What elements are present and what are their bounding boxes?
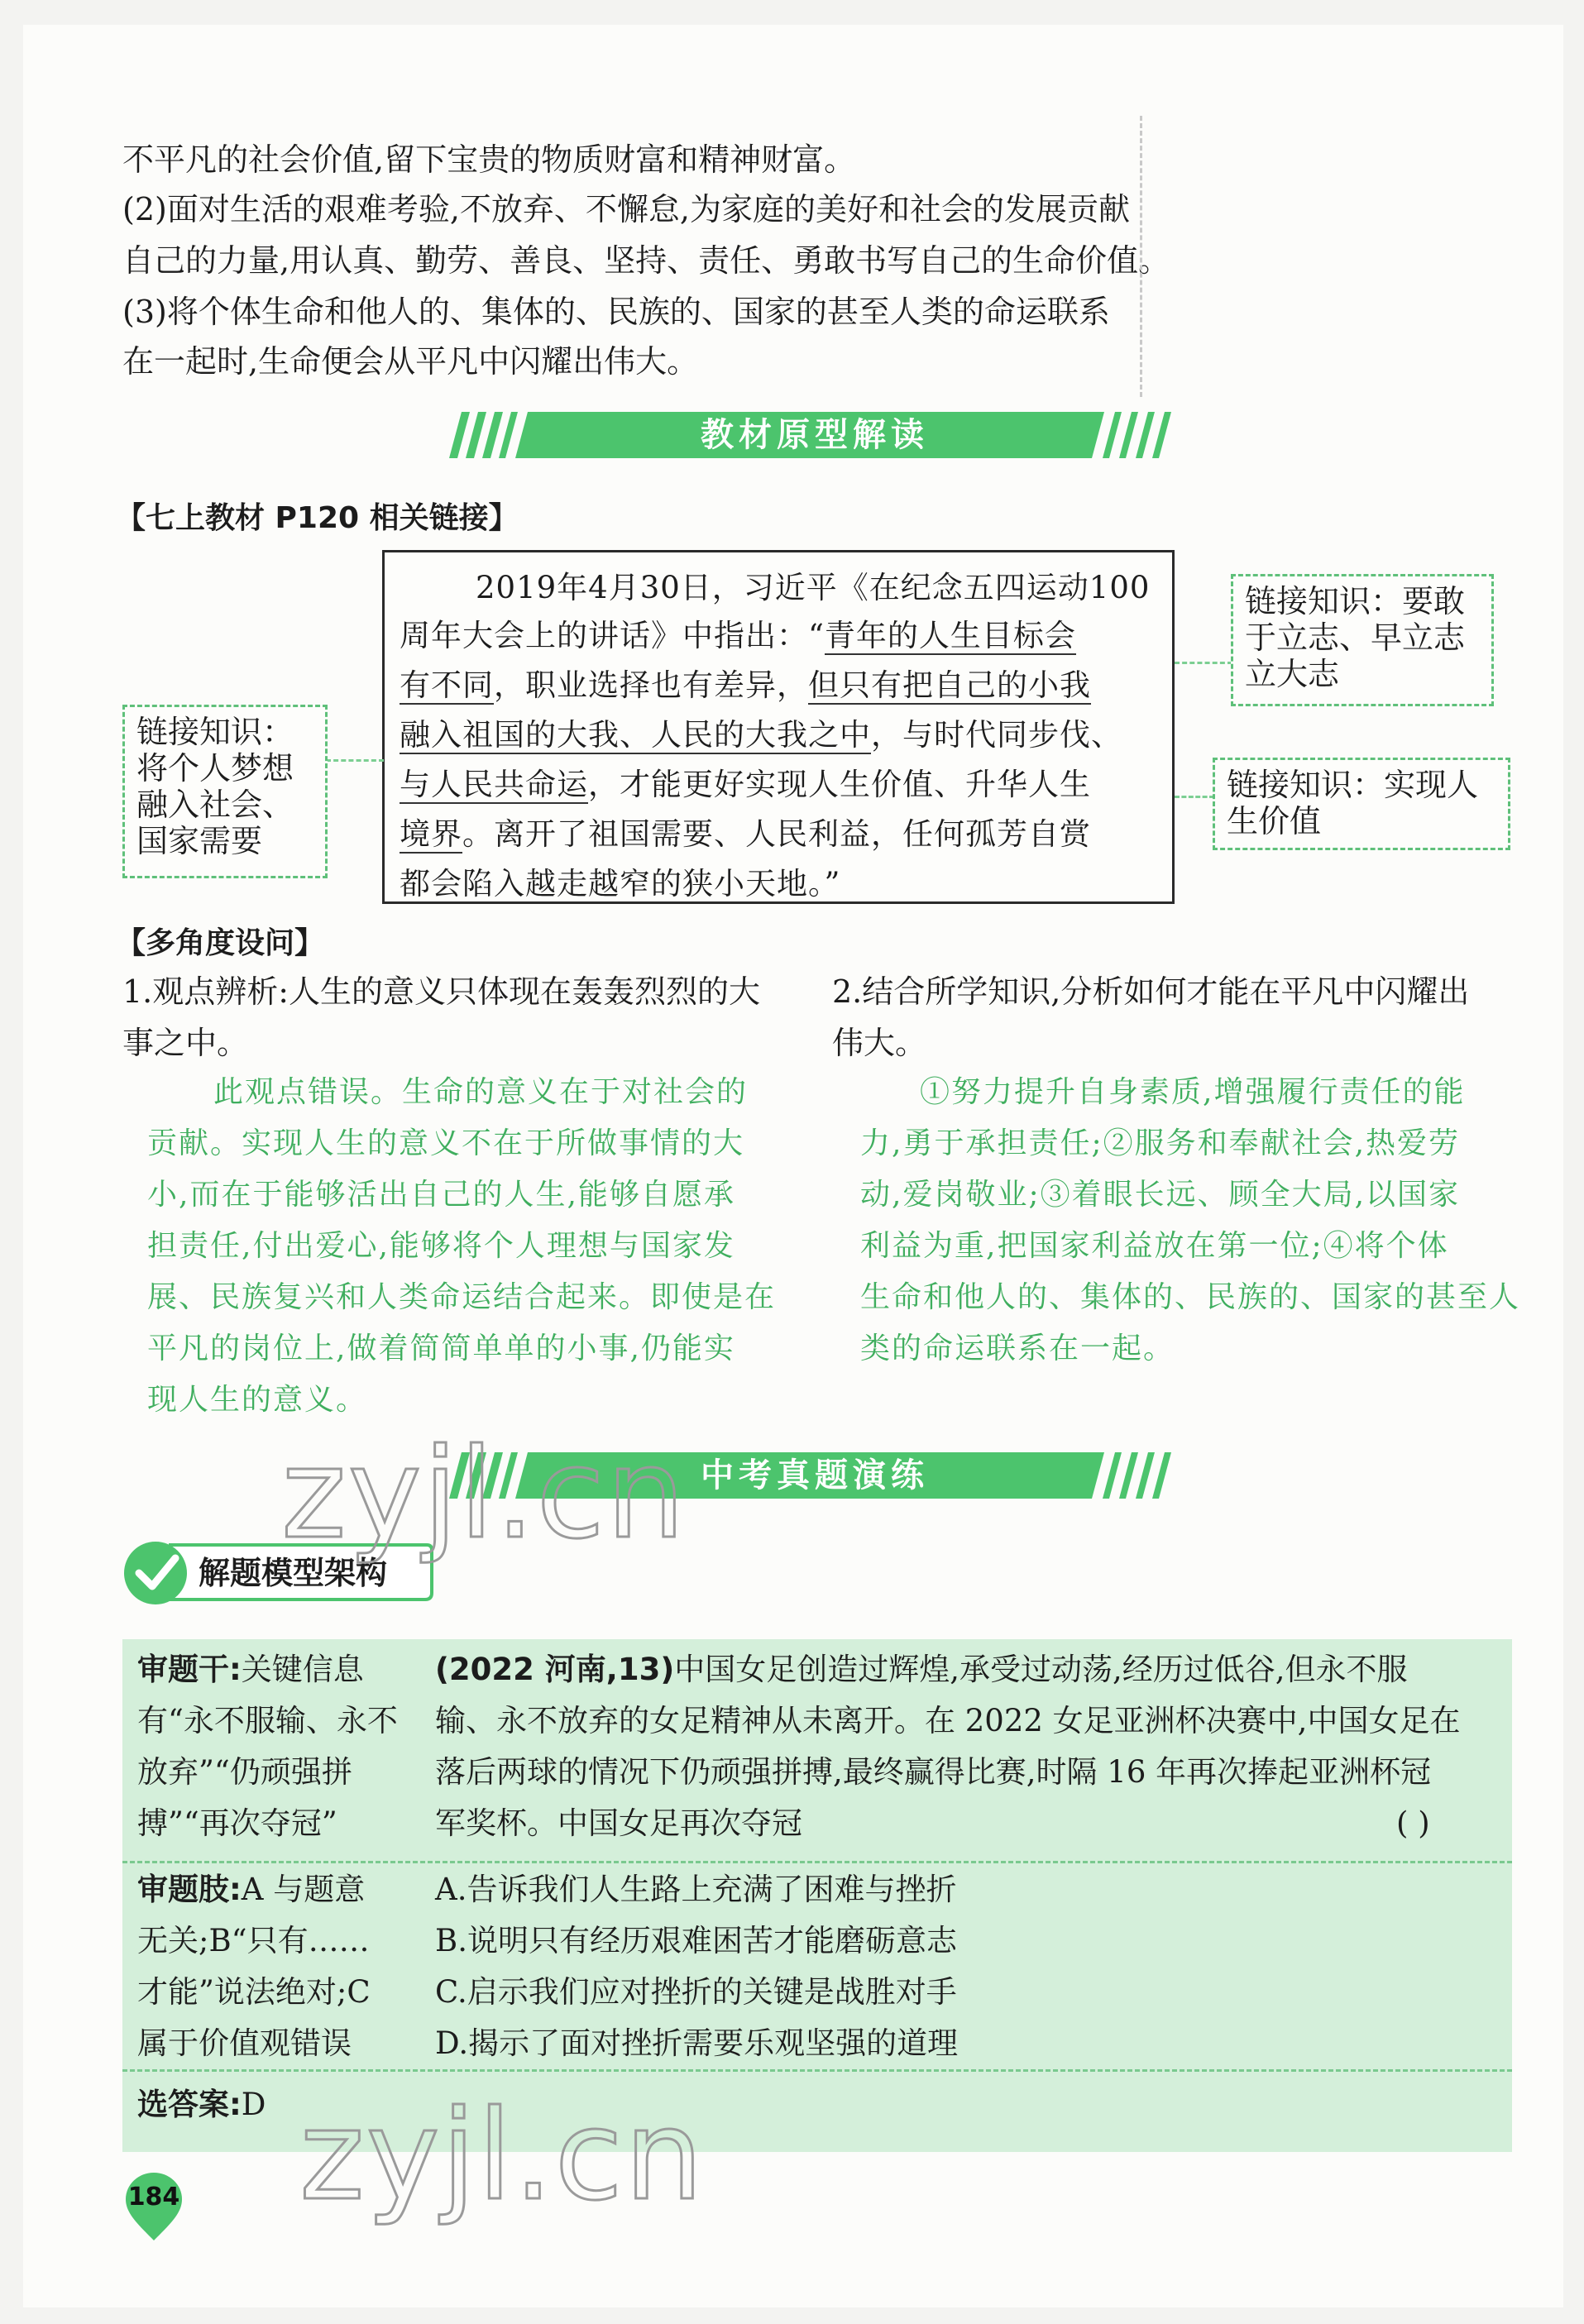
section-banner-textbook [438,409,1191,461]
section-title: 中考真题演练 [701,1456,929,1494]
connector-line [1175,796,1214,798]
question-line: 1.观点辨析:人生的意义只体现在轰轰烈烈的大 [122,973,761,1010]
paragraph-line: 自己的力量,用认真、勤劳、善良、坚持、责任、勇敢书写自己的生命价值。 [122,242,1170,279]
option-note: 属于价值观错误 [137,2025,352,2061]
watermark: zyjl.cn [299,2084,706,2228]
option-note: 无关;B“只有…… [137,1923,370,1958]
stem-note: 放弃”“仍顽强拼 [137,1754,352,1790]
link-note-dream: 链接知识： 将个人梦想 融入社会、 国家需要 [122,705,328,878]
quote-line: 境界。离开了祖国需要、人民利益，任何孤芳自赏 [400,816,1091,852]
quote-line: 周年大会上的讲话》中指出：“青年的人生目标会 [400,618,1076,653]
answer-line: 现人生的意义。 [147,1383,368,1417]
watermark: zyjl.cn [281,1423,687,1566]
option-c[interactable]: C.启示我们应对挫折的关键是战胜对手 [435,1974,957,2010]
answer-line: 利益为重,把国家利益放在第一位;④将个体 [860,1229,1449,1263]
quote-line: 有不同，职业选择也有差异，但只有把自己的小我 [400,667,1091,703]
multi-angle-heading: 【多角度设问】 [116,926,325,960]
section-title: 教材原型解读 [701,416,929,454]
link-note-value: 链接知识：实现人 生价值 [1213,758,1510,850]
page-number: 184 [127,2183,180,2212]
table-divider [122,2069,1512,2072]
stem-text: (2022 河南,13)中国女足创造过辉煌,承受过动荡,经历过低谷,但永不服 [435,1652,1408,1687]
option-d[interactable]: D.揭示了面对挫折需要乐观坚强的道理 [435,2025,959,2061]
margin-divider [1140,116,1142,397]
answer-line: 动,爱岗敬业;③着眼长远、顾全大局,以国家 [860,1178,1461,1212]
answer-line: 展、民族复兴和人类命运结合起来。即使是在 [147,1280,777,1314]
textbook-link-heading: 【七上教材 P120 相关链接】 [116,501,519,535]
paragraph-line: (2)面对生活的艰难考验,不放弃、不懈怠,为家庭的美好和社会的发展贡献 [122,191,1130,227]
connector-line [1175,662,1232,664]
answer-row: 选答案:D [137,2087,266,2122]
quote-line: 都会陷入越走越窄的狭小天地。” [400,866,841,901]
answer-line: 生命和他人的、集体的、民族的、国家的甚至人 [860,1280,1521,1314]
model-heading-label: 解题模型架构 [199,1555,388,1591]
quote-line: 与人民共命运，才能更好实现人生价值、升华人生 [400,767,1091,802]
page-number-badge [124,2171,184,2242]
paragraph-line: 在一起时,生命便会从平凡中闪耀出伟大。 [122,343,699,380]
stem-text: 输、永不放弃的女足精神从未离开。在 2022 女足亚洲杯决赛中,中国女足在 [435,1703,1461,1738]
quote-line: 2019年4月30日，习近平《在纪念五四运动100 [476,570,1151,605]
answer-line: 此观点错误。生命的意义在于对社会的 [213,1075,749,1109]
paragraph-line: (3)将个体生命和他人的、集体的、民族的、国家的甚至人类的命运联系 [122,294,1110,330]
stem-note: 有“永不服输、永不 [137,1703,398,1738]
stem-note: 审题干:关键信息 [137,1652,364,1687]
answer-line: 担责任,付出爱心,能够将个人理想与国家发 [147,1229,735,1263]
answer-line: 贡献。实现人生的意义不在于所做事情的大 [147,1126,745,1160]
connector-line [326,759,384,762]
table-divider [122,1861,1512,1863]
link-note-aspire: 链接知识：要敢 于立志、早立志 立大志 [1231,574,1494,706]
answer-line: ①努力提升自身素质,增强履行责任的能 [920,1075,1466,1109]
quote-line: 融入祖国的大我、人民的大我之中，与时代同步伐、 [400,717,1122,753]
quote-box [382,550,1175,904]
answer-paren[interactable]: ( ) [1396,1805,1430,1841]
answer-line: 类的命运联系在一起。 [860,1332,1175,1365]
stem-text: 落后两球的情况下仍顽强拼搏,最终赢得比赛,时隔 16 年再次捧起亚洲杯冠 [435,1754,1432,1790]
option-b[interactable]: B.说明只有经历艰难困苦才能磨砺意志 [435,1923,957,1958]
question-line: 伟大。 [832,1025,927,1061]
answer-line: 平凡的岗位上,做着简简单单的小事,仍能实 [147,1332,735,1365]
option-a[interactable]: A.告诉我们人生路上充满了困难与挫折 [435,1872,957,1907]
option-note: 才能”说法绝对;C [137,1974,371,2010]
option-note: 审题肢:A 与题意 [137,1872,366,1907]
problem-table [122,1639,1512,2152]
stem-note: 搏”“再次夺冠” [137,1805,337,1841]
paragraph-line: 不平凡的社会价值,留下宝贵的物质财富和精神财富。 [122,141,856,178]
question-line: 事之中。 [122,1025,249,1061]
answer-line: 力,勇于承担责任;②服务和奉献社会,热爱劳 [860,1126,1461,1160]
question-line: 2.结合所学知识,分析如何才能在平凡中闪耀出 [832,973,1470,1010]
answer-line: 小,而在于能够活出自己的人生,能够自愿承 [147,1178,735,1212]
stem-text: 军奖杯。中国女足再次夺冠 [435,1805,802,1841]
